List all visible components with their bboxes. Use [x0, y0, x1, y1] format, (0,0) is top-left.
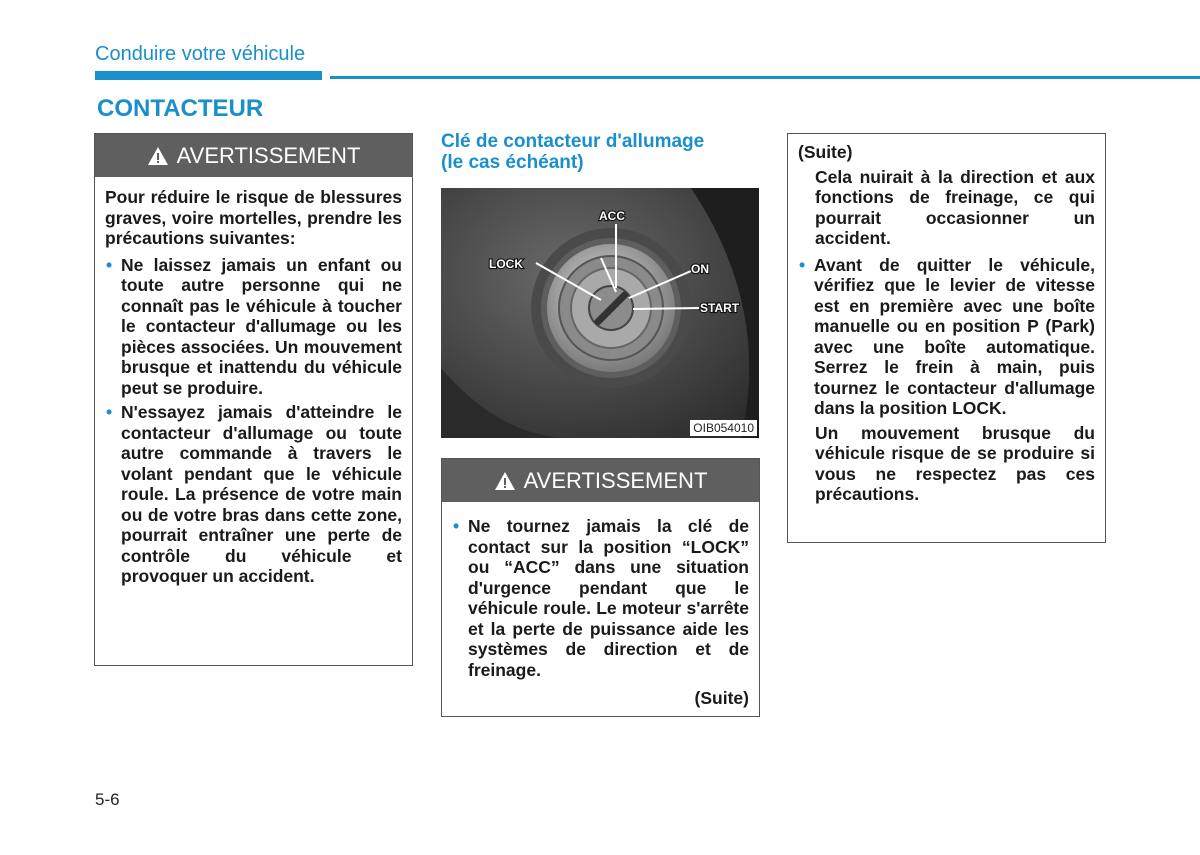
warning-title: AVERTISSEMENT: [176, 142, 361, 168]
subsection-title-line: Clé de contacteur d'allumage: [441, 131, 705, 152]
warning-bullet-list: [105, 255, 402, 587]
warning-bullet: • Ne laissez jamais un enfant ou toute autre personne qui ne connaît pas le véhicule à toucher le contacteur d'allumage ou les pièces associées. Un mouvement brusque et inattendu du véhicule peut se produire.: [105, 255, 402, 399]
warning-header: [442, 459, 759, 502]
warning-body: [442, 502, 759, 717]
warning-bullet: • Avant de quitter le véhicule, vérifiez que le levier de vitesse est en première avec une boîte manuelle ou en position P (Park) avec une boîte automatique. Serrez le frein à main, puis tournez le contacteur d'allumage dans la position LOCK.: [798, 255, 1095, 419]
ignition-key-figure: [441, 188, 759, 438]
warning-bullet-list: [452, 516, 749, 680]
section-title: CONTACTEUR: [97, 95, 264, 122]
warning-triangle-icon: [147, 146, 169, 166]
continued-warning-box: [787, 133, 1106, 543]
warning-bullet-list: [798, 255, 1095, 419]
continued-text: Cela nuirait à la direction et aux fonctions de freinage, ce qui pourrait occasionner un accident.: [815, 166, 1095, 248]
lock-label: LOCK: [489, 257, 523, 271]
start-label: START: [700, 301, 740, 315]
left-warning-box: [94, 133, 413, 666]
warning-body: [95, 177, 412, 599]
warning-intro: Pour réduire le risque de blessures graves, voire mortelles, prendre les précautions suivantes:: [105, 187, 402, 248]
warning-title: AVERTISSEMENT: [523, 467, 708, 493]
header-rule: [330, 76, 1200, 79]
warning-bullet: • N'essayez jamais d'atteindre le contacteur d'allumage ou toute autre commande à travers le volant pendant que le véhicule roule. La présence de votre main ou de votre bras dans cette zone, pourrait entraîner une perte de contrôle du véhicule et provoquer un accident.: [105, 402, 402, 587]
middle-warning-box: [441, 458, 760, 717]
header-bar-accent: [95, 71, 322, 80]
subsection-title-line: (le cas échéant): [441, 152, 584, 173]
warning-header: [95, 134, 412, 177]
continued-marker: (Suite): [694, 688, 749, 708]
continued-header: (Suite): [798, 142, 853, 162]
on-label: ON: [691, 262, 709, 276]
figure-code: OIB054010: [690, 420, 757, 436]
closing-text: Un mouvement brusque du véhicule risque de se produire si vous ne respectez pas ces précautions.: [815, 422, 1095, 504]
ignition-illustration: [441, 188, 759, 438]
page-number: 5-6: [95, 790, 120, 809]
acc-label: ACC: [599, 209, 625, 223]
warning-triangle-icon: [494, 471, 516, 491]
chapter-title: Conduire votre véhicule: [95, 43, 306, 65]
warning-bullet: • Ne tournez jamais la clé de contact sur la position “LOCK” ou “ACC” dans une situation d'urgence pendant que le véhicule roule. Le moteur s'arrête et la perte de puissance aide les systèmes de direction et de freinage.: [452, 516, 749, 680]
subsection-title: [441, 131, 704, 173]
